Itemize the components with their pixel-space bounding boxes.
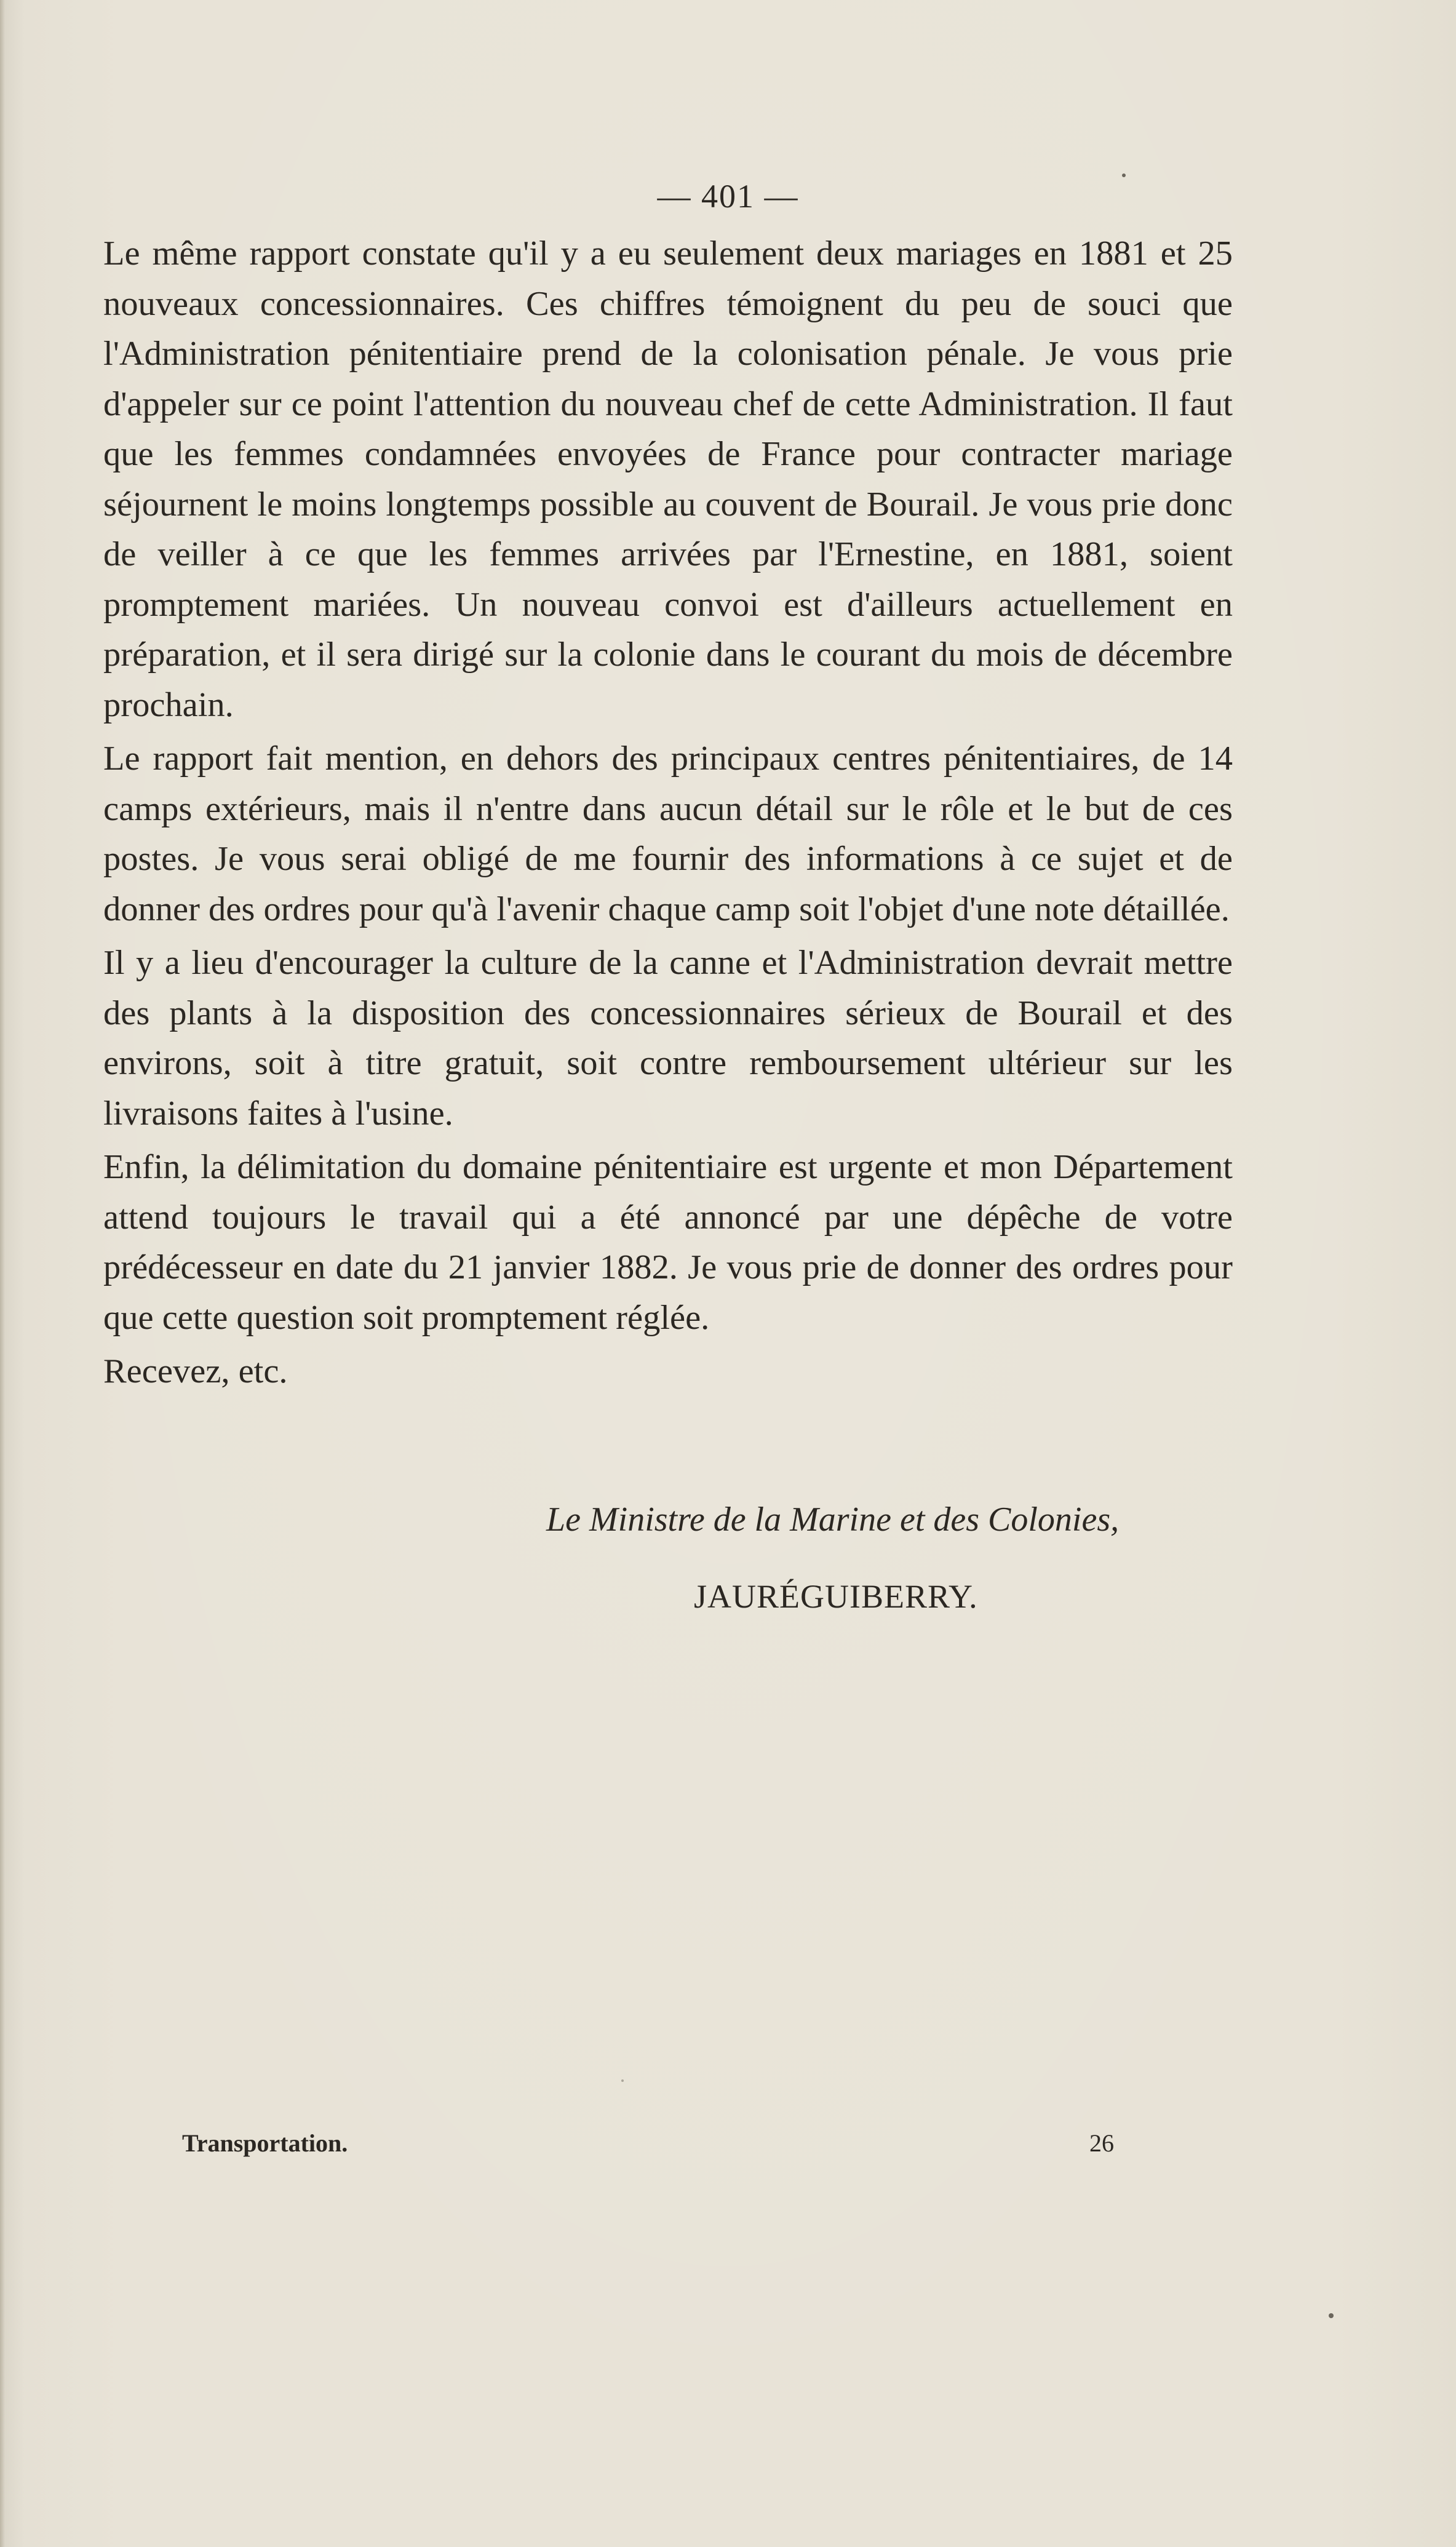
paper-speck — [1122, 173, 1126, 177]
page-edge-shadow — [0, 0, 5, 2547]
body-text — [103, 229, 1233, 1397]
footer-section-label: Transportation. — [182, 2129, 348, 2157]
paragraph-4: Enfin, la délimitation du domaine pénitentiaire est urgente et mon Département attend toujours le travail qui a été annoncé par une dépêche de votre prédécesseur en date du 21 janvier 1882. Je vous prie de donner des ordres pour que cette question soit promptement réglée. — [103, 1148, 1233, 1337]
footer-signature-mark: 26 — [1089, 2129, 1114, 2157]
paragraph-3: Il y a lieu d'encourager la culture de la canne et l'Administration devrait mettre des plants à la disposition des concessionnaires sérieux de Bourail et des environs, soit à titre gratuit, soit contre remboursement ultérieur sur les livraisons faites à l'usine. — [103, 944, 1233, 1133]
paper-speck — [621, 2079, 624, 2082]
paragraph-1: Le même rapport constate qu'il y a eu seulement deux mariages en 1881 et 25 nouveaux concessionnaires. Ces chiffres témoignent du peu de souci que l'Administration pénitentiaire prend de la colonisation pénale. Je vous prie d'appeler sur ce point l'attention du nouveau chef de cette Administration. Il faut que les femmes condamnées envoyées de France pour contracter mariage séjournent le moins longtemps possible au couvent de Bourail. Je vous prie donc de veiller à ce que les femmes arrivées par l'Ernestine, en 1881, soient promptement mariées. Un nouveau convoi est d'ailleurs actuellement en préparation, et il sera dirigé sur la colonie dans le courant du mois de décembre prochain. — [103, 234, 1233, 724]
signature-name: JAURÉGUIBERRY. — [694, 1578, 978, 1615]
salutation: Recevez, etc. — [103, 1352, 288, 1390]
paragraph-2: Le rapport fait mention, en dehors des principaux centres pénitentiaires, de 14 camps extérieurs, mais il n'entre dans aucun détail sur le rôle et le but de ces postes. Je vous serai obligé de me fournir des informations à ce sujet et de donner des ordres pour qu'à l'avenir chaque camp soit l'objet d'une note détaillée. — [103, 739, 1233, 928]
signature-title: Le Ministre de la Marine et des Colonies, — [546, 1501, 1120, 1539]
paper-speck — [1329, 2313, 1334, 2318]
page-number: — 401 — — [657, 178, 799, 215]
